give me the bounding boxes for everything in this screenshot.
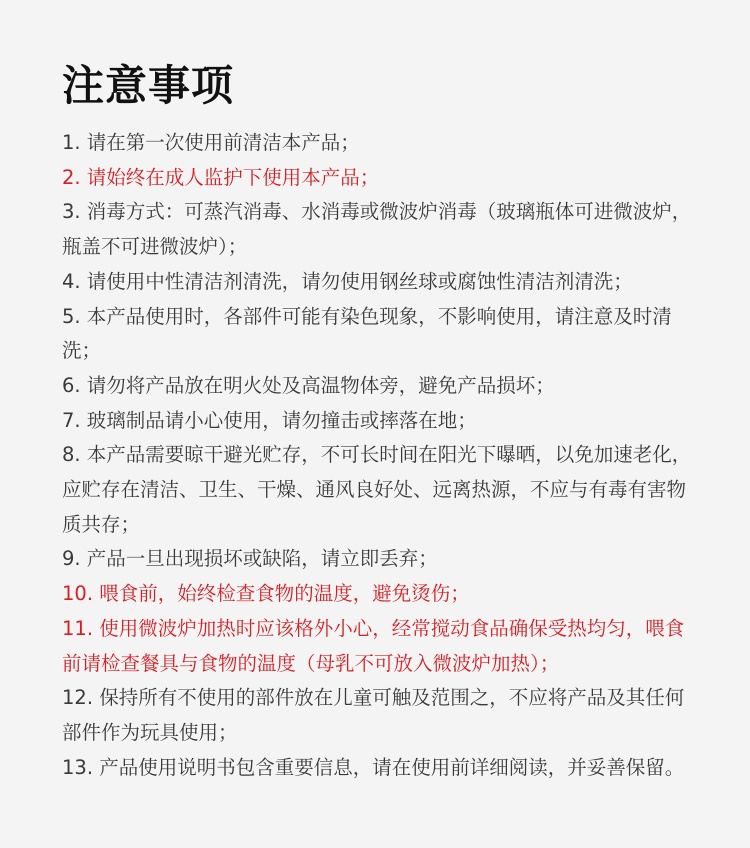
notice-item-1: 1. 请在第一次使用前清洁本产品； [62,131,360,154]
notice-item-6: 6. 请勿将产品放在明火处及高温物体旁，避免产品损坏； [62,373,555,397]
notice-item-12: 12. 保持所有不使用的部件放在儿童可触及范围之，不应将产品及其任何部件作为玩具使用； [62,686,685,744]
notice-item-9: 9. 产品一旦出现损坏或缺陷，请立即丢弃； [62,547,438,571]
notice-item-8: 8. 本产品需要晾干避光贮存，不可长时间在阳光下曝晒，以免加速老化，应贮存在清洁、卫生、干燥、通风良好处、远离热源，不应与有毒有害物质共存； [62,443,692,536]
page-title: 注意事项 [62,61,235,110]
notice-list [62,126,700,785]
notice-item-3: 3. 消毒方式：可蒸汽消毒、水消毒或微波炉消毒（玻璃瓶体可进微波炉，瓶盖不可进微波炉）； [62,200,692,259]
notice-item-2: 2. 请始终在成人监护下使用本产品； [62,165,380,189]
notice-item-11: 11. 使用微波炉加热时应该格外小心，经常搅动食品确保受热均匀，喂食前请检查餐具与食物的温度（母乳不可放入微波炉加热）； [62,616,685,675]
notice-item-4: 4. 请使用中性清洁剂清洗，请勿使用钢丝球或腐蚀性清洁剂清洗； [62,269,633,293]
notice-item-13: 13. 产品使用说明书包含重要信息，请在使用前详细阅读，并妥善保留。 [62,755,685,779]
notice-item-10: 10. 喂食前，始终检查食物的温度，避免烫伤； [62,582,470,606]
notice-item-5: 5. 本产品使用时，各部件可能有染色现象，不影响使用，请注意及时清洗； [62,304,672,363]
notice-item-7: 7. 玻璃制品请小心使用，请勿撞击或摔落在地； [62,408,477,432]
